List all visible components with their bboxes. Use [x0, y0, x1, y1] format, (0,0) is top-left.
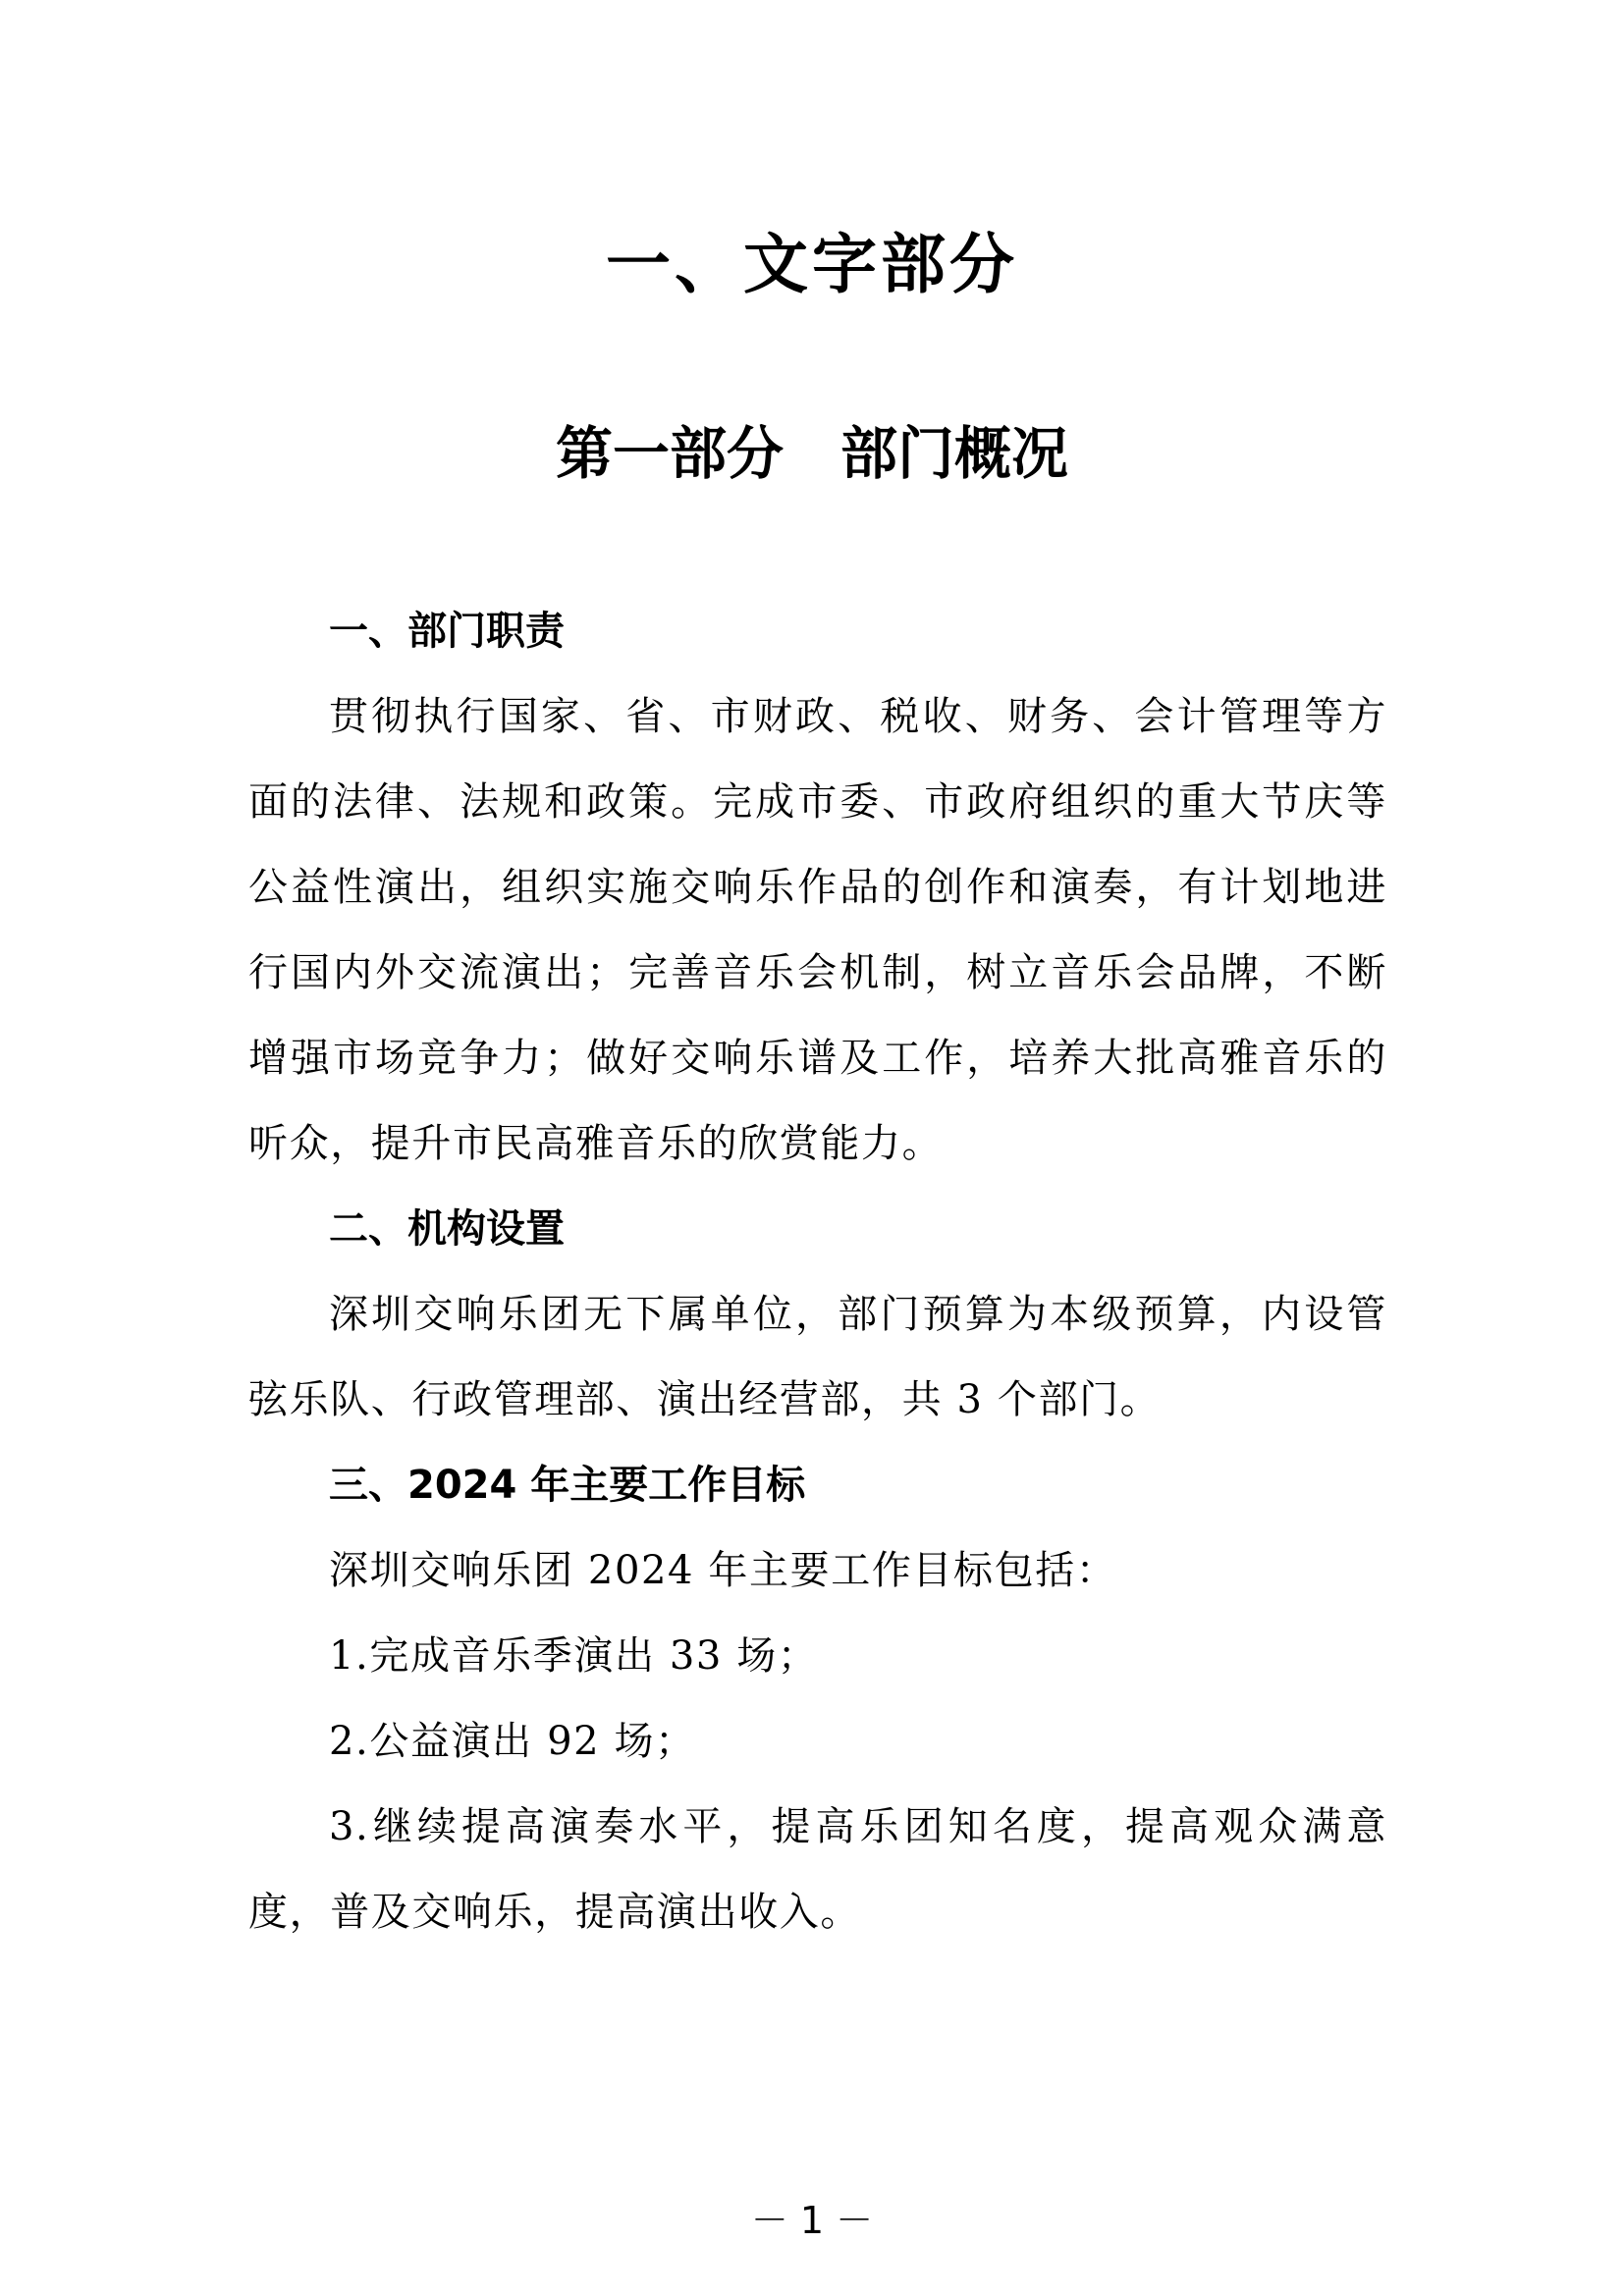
part-title: 第一部分 部门概况 [555, 420, 1068, 487]
list-item: 2.公益演出 92 场； [329, 1719, 696, 1764]
section-organization [248, 1187, 1387, 1443]
section-work-goals [248, 1443, 1387, 1955]
section-heading: 三、2024 年主要工作目标 [329, 1463, 806, 1508]
paragraph: 贯彻执行国家、省、市财政、税收、财务、会计管理等方面的法律、法规和政策。完成市委、市政府组织的重大节庆等公益性演出，组织实施交响乐作品的创作和演奏，有计划地进行国内外交流演出；完善音乐会机制，树立音乐会品牌，不断增强市场竞争力；做好交响乐谱及工作，培养大批高雅音乐的听众，提升市民高雅音乐的欣赏能力。 [248, 694, 1387, 1166]
list-item: 1.完成音乐季演出 33 场； [329, 1633, 819, 1679]
section-department-duties [248, 589, 1387, 1187]
document-body [248, 589, 1387, 1955]
section-heading: 二、机构设置 [329, 1206, 565, 1252]
list-item: 3.继续提高演奏水平，提高乐团知名度，提高观众满意度，普及交响乐，提高演出收入。 [248, 1804, 1387, 1935]
paragraph: 深圳交响乐团无下属单位，部门预算为本级预算，内设管弦乐队、行政管理部、演出经营部，共 3 个部门。 [248, 1292, 1387, 1422]
section-heading: 一、部门职责 [329, 609, 565, 654]
page-number: － 1 － [750, 2199, 874, 2242]
paragraph: 深圳交响乐团 2024 年主要工作目标包括： [329, 1548, 1117, 1593]
main-title: 一、文字部分 [606, 227, 1018, 302]
